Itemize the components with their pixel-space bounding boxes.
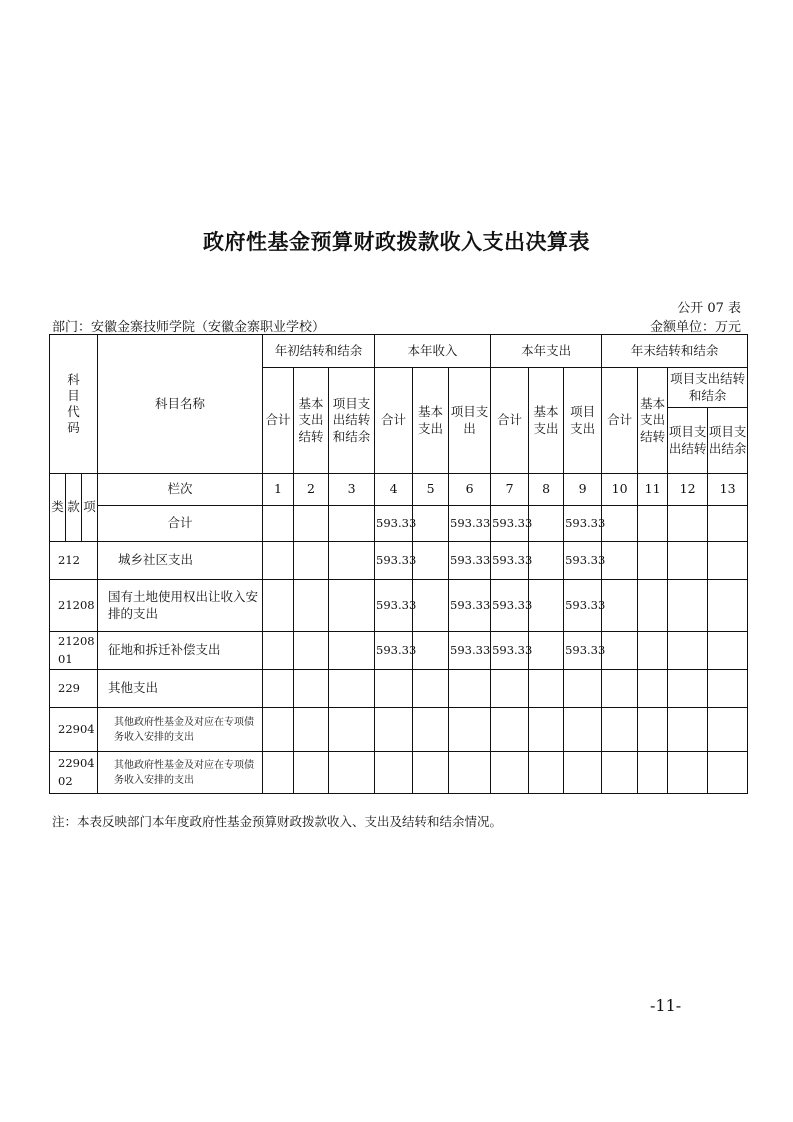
col-number: 13 (708, 474, 748, 506)
cell: 593.33 (564, 580, 602, 632)
row-name: 征地和拆迁补偿支出 (98, 632, 263, 670)
header-end-total: 合计 (602, 368, 638, 474)
row-code: 2120801 (50, 632, 98, 670)
cell (602, 506, 638, 542)
cell: 593.33 (375, 632, 413, 670)
header-column-label: 栏次 (98, 474, 263, 506)
cell: 593.33 (491, 632, 529, 670)
cell (294, 542, 329, 580)
table-row (50, 708, 748, 752)
cell (413, 670, 449, 708)
header-group-income: 本年收入 (375, 335, 491, 368)
cell: 593.33 (375, 542, 413, 580)
cell: 593.33 (491, 542, 529, 580)
cell (564, 752, 602, 794)
cell (708, 670, 748, 708)
department-label: 部门：安徽金寨技师学院（安徽金寨职业学校） (52, 320, 326, 335)
header-kuan: 款 (66, 474, 82, 542)
cell: 593.33 (564, 632, 602, 670)
table-row (50, 670, 748, 708)
cell (263, 708, 294, 752)
cell: 593.33 (375, 506, 413, 542)
cell (708, 632, 748, 670)
cell (449, 708, 491, 752)
table-row-total (50, 506, 748, 542)
page-number: -11- (650, 996, 682, 1015)
cell (668, 752, 708, 794)
cell: 593.33 (564, 542, 602, 580)
fund-budget-table (49, 334, 748, 794)
header-end-project-group: 项目支出结转和结余 (668, 368, 748, 408)
header-income-basic: 基本支出 (413, 368, 449, 474)
header-group-expense: 本年支出 (491, 335, 602, 368)
cell (708, 506, 748, 542)
cell (529, 506, 564, 542)
header-end-basic-carry: 基本支出结转 (638, 368, 668, 474)
table-row (50, 542, 748, 580)
cell (668, 670, 708, 708)
table-row (50, 632, 748, 670)
col-number: 8 (529, 474, 564, 506)
header-income-project: 项目支出 (449, 368, 491, 474)
cell (413, 752, 449, 794)
cell (668, 542, 708, 580)
cell (668, 632, 708, 670)
cell (375, 670, 413, 708)
cell (638, 752, 668, 794)
cell (329, 708, 375, 752)
header-subject-code: 科目代码 (50, 335, 98, 474)
table-note: 注：本表反映部门本年度政府性基金预算财政拨款收入、支出及结转和结余情况。 (52, 814, 503, 829)
cell (413, 632, 449, 670)
cell (708, 580, 748, 632)
col-number: 2 (294, 474, 329, 506)
cell (602, 670, 638, 708)
cell (491, 670, 529, 708)
cell (263, 542, 294, 580)
cell (491, 752, 529, 794)
cell: 593.33 (564, 506, 602, 542)
col-number: 3 (329, 474, 375, 506)
header-expense-project: 项目支出 (564, 368, 602, 474)
cell (668, 708, 708, 752)
header-end-project-balance: 项目支出结余 (708, 408, 748, 474)
cell (529, 580, 564, 632)
col-number: 1 (263, 474, 294, 506)
cell (529, 670, 564, 708)
row-name: 其他政府性基金及对应在专项债务收入安排的支出 (98, 752, 263, 794)
header-subject-name: 科目名称 (98, 335, 263, 474)
cell (329, 670, 375, 708)
col-number: 6 (449, 474, 491, 506)
cell (263, 670, 294, 708)
table-row (50, 752, 748, 794)
row-code: 2290402 (50, 752, 98, 794)
table-row (50, 580, 748, 632)
cell (413, 542, 449, 580)
cell: 593.33 (449, 580, 491, 632)
header-begin-project-carry-balance: 项目支出结转和结余 (329, 368, 375, 474)
cell (638, 670, 668, 708)
cell (413, 708, 449, 752)
cell (294, 670, 329, 708)
header-begin-total: 合计 (263, 368, 294, 474)
cell (329, 752, 375, 794)
col-number: 9 (564, 474, 602, 506)
row-code: 22904 (50, 708, 98, 752)
cell (294, 708, 329, 752)
cell (529, 708, 564, 752)
cell (529, 632, 564, 670)
cell: 593.33 (449, 542, 491, 580)
cell (602, 632, 638, 670)
header-group-end: 年末结转和结余 (602, 335, 748, 368)
header-expense-basic: 基本支出 (529, 368, 564, 474)
row-code: 229 (50, 670, 98, 708)
row-name: 其他支出 (98, 670, 263, 708)
cell (668, 506, 708, 542)
cell (263, 506, 294, 542)
col-number: 4 (375, 474, 413, 506)
cell (413, 506, 449, 542)
page-title: 政府性基金预算财政拨款收入支出决算表 (203, 230, 590, 254)
cell (564, 708, 602, 752)
row-name: 合计 (98, 506, 263, 542)
header-lei: 类 (50, 474, 66, 542)
col-number: 11 (638, 474, 668, 506)
amount-unit-label: 金额单位：万元 (649, 320, 741, 335)
cell (329, 580, 375, 632)
cell (491, 708, 529, 752)
row-code: 212 (50, 542, 98, 580)
cell (263, 580, 294, 632)
cell (564, 670, 602, 708)
cell (602, 708, 638, 752)
cell (529, 752, 564, 794)
cell (329, 632, 375, 670)
cell: 593.33 (491, 506, 529, 542)
cell (602, 542, 638, 580)
header-xiang: 项 (82, 474, 98, 542)
cell (708, 708, 748, 752)
form-number: 公开 07 表 (677, 301, 741, 316)
cell (449, 752, 491, 794)
cell (329, 506, 375, 542)
cell (638, 708, 668, 752)
cell: 593.33 (449, 632, 491, 670)
cell (638, 632, 668, 670)
cell (708, 542, 748, 580)
cell (329, 542, 375, 580)
cell: 593.33 (449, 506, 491, 542)
header-expense-total: 合计 (491, 368, 529, 474)
cell: 593.33 (375, 580, 413, 632)
cell (263, 632, 294, 670)
cell (294, 580, 329, 632)
cell (294, 506, 329, 542)
row-name: 城乡社区支出 (98, 542, 263, 580)
col-number: 7 (491, 474, 529, 506)
header-income-total: 合计 (375, 368, 413, 474)
cell (413, 580, 449, 632)
cell (638, 580, 668, 632)
cell (668, 580, 708, 632)
cell (602, 752, 638, 794)
cell (638, 542, 668, 580)
cell (375, 752, 413, 794)
cell (294, 752, 329, 794)
cell (263, 752, 294, 794)
cell (602, 580, 638, 632)
header-begin-basic-carry: 基本支出结转 (294, 368, 329, 474)
cell: 593.33 (491, 580, 529, 632)
header-group-begin: 年初结转和结余 (263, 335, 375, 368)
row-name: 其他政府性基金及对应在专项债务收入安排的支出 (98, 708, 263, 752)
row-code: 21208 (50, 580, 98, 632)
col-number: 10 (602, 474, 638, 506)
col-number: 12 (668, 474, 708, 506)
cell (529, 542, 564, 580)
cell (638, 506, 668, 542)
row-name: 国有土地使用权出让收入安排的支出 (98, 580, 263, 632)
cell (294, 632, 329, 670)
cell (708, 752, 748, 794)
cell (449, 670, 491, 708)
header-end-project-carry: 项目支出结转 (668, 408, 708, 474)
cell (375, 708, 413, 752)
col-number: 5 (413, 474, 449, 506)
